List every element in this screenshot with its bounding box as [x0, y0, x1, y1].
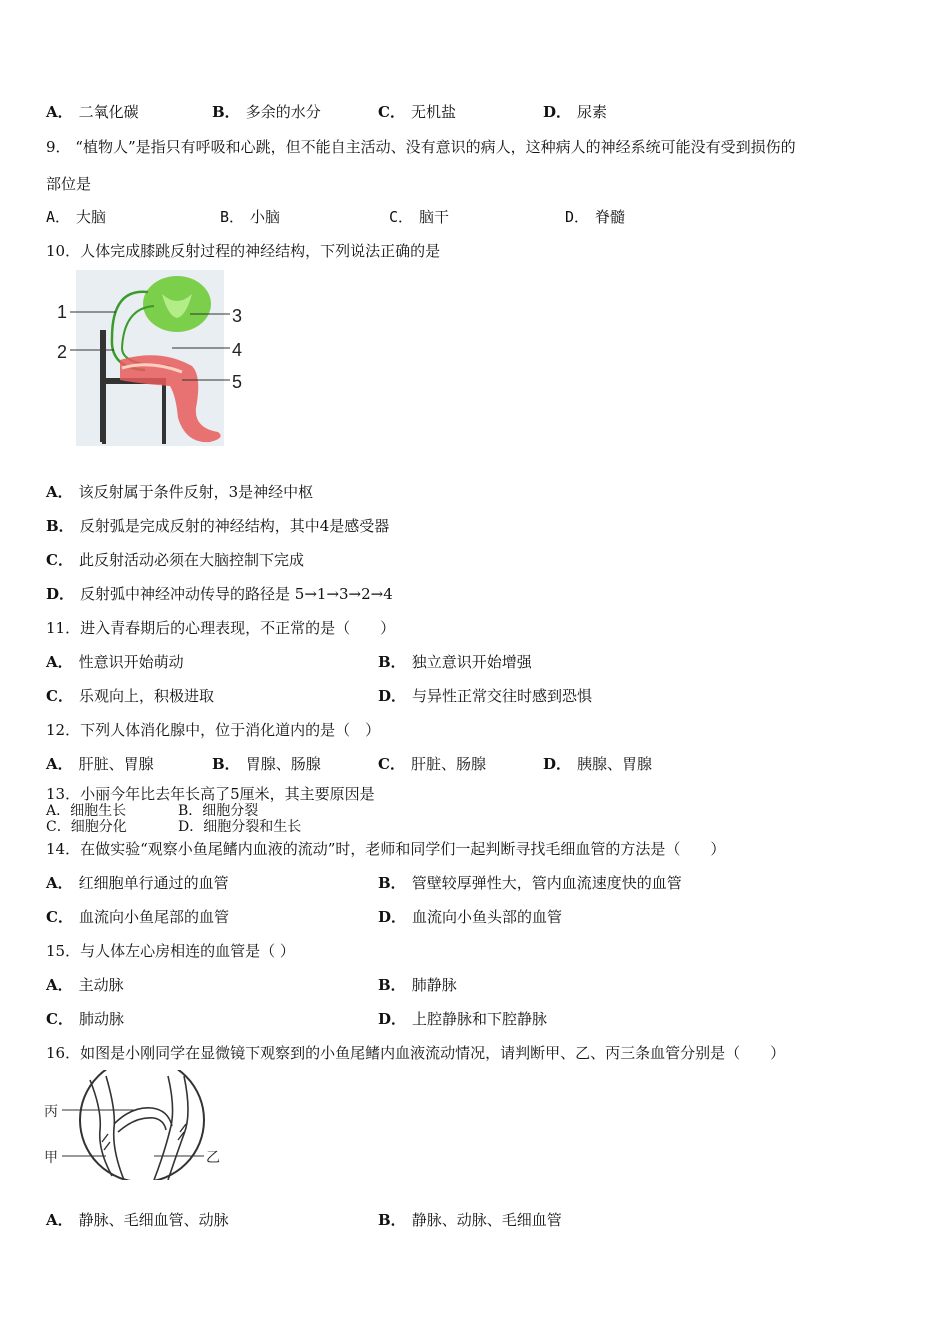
q13-option-c[interactable]: C．细胞分化 [46, 819, 127, 835]
q9-option-a[interactable]: A． 大脑 [46, 208, 107, 226]
q14-option-b[interactable]: B． 管壁较厚弹性大，管内血流速度快的血管 [378, 874, 682, 892]
q13-stem: 13．小丽今年比去年长高了5厘米，其主要原因是 [46, 785, 375, 803]
q14-option-a[interactable]: A． 红细胞单行通过的血管 [46, 874, 229, 892]
q15-option-c[interactable]: C． 肺动脉 [46, 1010, 124, 1028]
figure-label-jia: 甲 [44, 1149, 58, 1165]
flow-arrow-icon [102, 1134, 110, 1150]
q14-stem: 14．在做实验“观察小鱼尾鳍内血液的流动”时，老师和同学们一起判断寻找毛细血管的方法是（ ） [46, 840, 726, 858]
q10-option-c[interactable]: C． 此反射活动必须在大脑控制下完成 [46, 551, 304, 569]
q13-option-a[interactable]: A．细胞生长 [46, 803, 127, 819]
q12-option-c[interactable]: C． 肝脏、肠腺 [378, 755, 486, 773]
q12-option-d[interactable]: D． 胰腺、胃腺 [543, 755, 653, 773]
q8-option-c[interactable]: C． 无机盐 [378, 103, 456, 121]
q12-option-b[interactable]: B． 胃腺、肠腺 [212, 755, 321, 773]
q12-stem: 12．下列人体消化腺中，位于消化道内的是（ ） [46, 721, 381, 739]
q16-stem: 16．如图是小刚同学在显微镜下观察到的小鱼尾鳍内血液流动情况，请判断甲、乙、丙三条血管分别是（ ） [46, 1044, 786, 1062]
q10-option-a[interactable]: A． 该反射属于条件反射，3是神经中枢 [46, 483, 314, 501]
knee-reflex-figure [50, 268, 260, 453]
q10-option-d[interactable]: D． 反射弧中神经冲动传导的路径是 5→1→3→2→4 [46, 585, 393, 603]
figure-label-5: 5 [232, 372, 243, 392]
q16-option-b[interactable]: B． 静脉、动脉、毛细血管 [378, 1211, 562, 1229]
q9-option-b[interactable]: B． 小脑 [220, 208, 281, 226]
figure-label-bing: 丙 [44, 1103, 58, 1119]
fish-tail-vessel-figure [42, 1070, 232, 1180]
q13-option-d[interactable]: D．细胞分裂和生长 [178, 819, 302, 835]
q9-stem-line1: 9． “植物人”是指只有呼吸和心跳，但不能自主活动、没有意识的病人，这种病人的神经系统可能没有受到损伤的 [46, 138, 796, 156]
q10-option-b[interactable]: B． 反射弧是完成反射的神经结构，其中4是感受器 [46, 517, 390, 535]
q14-option-d[interactable]: D． 血流向小鱼头部的血管 [378, 908, 563, 926]
q11-option-c[interactable]: C． 乐观向上，积极进取 [46, 687, 214, 705]
figure-label-1: 1 [57, 302, 68, 322]
q11-stem: 11．进入青春期后的心理表现，不正常的是（ ） [46, 619, 396, 637]
q11-option-a[interactable]: A． 性意识开始萌动 [46, 653, 184, 671]
q9-option-d[interactable]: D． 脊髓 [565, 208, 626, 226]
q11-option-d[interactable]: D． 与异性正常交往时感到恐惧 [378, 687, 593, 705]
q15-option-d[interactable]: D． 上腔静脉和下腔静脉 [378, 1010, 548, 1028]
q12-option-a[interactable]: A． 肝脏、胃腺 [46, 755, 154, 773]
q15-option-b[interactable]: B． 肺静脉 [378, 976, 457, 994]
q9-stem-line2: 部位是 [46, 175, 92, 193]
q14-option-c[interactable]: C． 血流向小鱼尾部的血管 [46, 908, 229, 926]
figure-label-3: 3 [232, 306, 243, 326]
figure-label-yi: 乙 [206, 1149, 220, 1165]
q9-option-c[interactable]: C． 脑干 [389, 208, 450, 226]
q8-option-d[interactable]: D． 尿素 [543, 103, 608, 121]
figure-label-2: 2 [57, 342, 68, 362]
q15-stem: 15．与人体左心房相连的血管是（ ） [46, 942, 295, 960]
q10-stem: 10．人体完成膝跳反射过程的神经结构，下列说法正确的是 [46, 242, 441, 260]
q11-option-b[interactable]: B． 独立意识开始增强 [378, 653, 532, 671]
q8-option-b[interactable]: B． 多余的水分 [212, 103, 321, 121]
q15-option-a[interactable]: A． 主动脉 [46, 976, 124, 994]
figure-label-4: 4 [232, 340, 243, 360]
q13-option-b[interactable]: B．细胞分裂 [178, 803, 259, 819]
q8-option-a[interactable]: A． 二氧化碳 [46, 103, 139, 121]
q16-option-a[interactable]: A． 静脉、毛细血管、动脉 [46, 1211, 229, 1229]
